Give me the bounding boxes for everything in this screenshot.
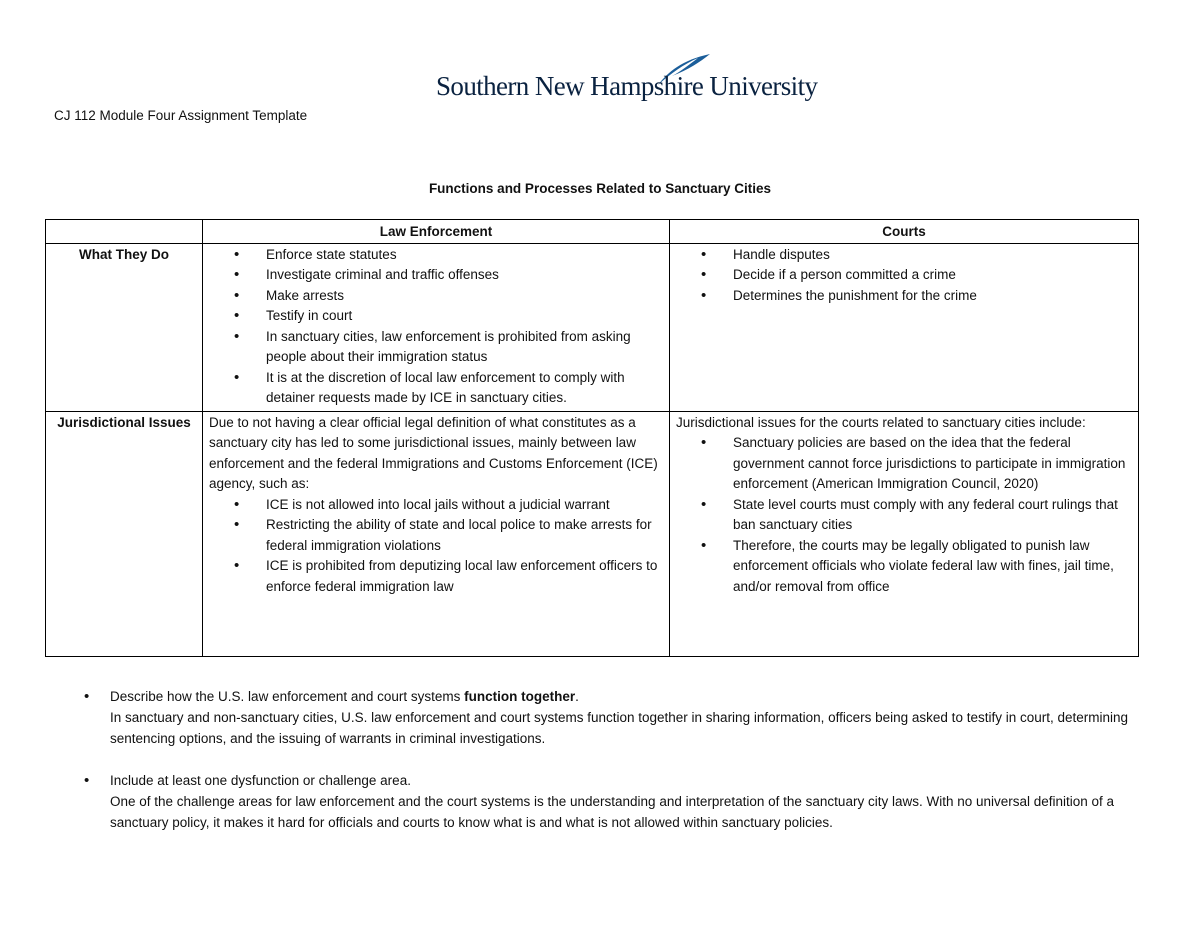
list-item: • Therefore, the courts may be legally obligated to punish law enforcement officials who violate federal law with fines, jail time, and/or removal from office [733,536,1132,598]
cell-intro: Jurisdictional issues for the courts related to sanctuary cities include: [676,414,1086,430]
cell-law-enforcement-jurisdiction [203,411,670,656]
question-answer: In sanctuary and non-sanctuary cities, U.S. law enforcement and court systems function together in sharing information, officers being asked to testify in court, determining sentencing options, and the issuing of warrants in criminal investigations. [110,710,1129,746]
bullet-list [676,433,1132,597]
bullet-list [209,245,663,409]
question-item [84,686,1144,749]
logo-wordmark: Southern New Hampshire University [436,71,818,101]
cell-courts-what [670,243,1139,411]
university-logo [436,52,818,104]
header-courts: Courts [670,220,1139,244]
list-item: • Determines the punishment for the crime [733,286,1132,307]
document-title: Functions and Processes Related to Sanctuary Cities [428,181,772,196]
bullet-list [676,245,1132,307]
list-item: • ICE is not allowed into local jails without a judicial warrant [266,495,663,516]
prompt-text: Describe how the U.S. law enforcement and court systems [110,689,465,704]
list-item: • ICE is prohibited from deputizing local law enforcement officers to enforce federal immigration law [266,556,663,597]
list-item: • Investigate criminal and traffic offenses [266,265,663,286]
question-prompt [110,770,1144,791]
functions-table [45,219,1139,657]
list-item: • Decide if a person committed a crime [733,265,1132,286]
list-item: • Handle disputes [733,245,1132,266]
questions-section [84,686,1144,854]
cell-law-enforcement-what [203,243,670,411]
header-law-enforcement: Law Enforcement [203,220,670,244]
table-row [46,411,1139,656]
question-answer: One of the challenge areas for law enforcement and the court systems is the understanding and interpretation of the sanctuary city laws. With no universal definition of a sanctuary policy, it makes it hard for officials and courts to know what is and what is not allowed within sanctuary policies. [110,794,1115,830]
question-item [84,770,1144,833]
list-item: • It is at the discretion of local law enforcement to comply with detainer requests made by ICE in sanctuary cities. [266,368,663,409]
row-label-what-they-do: What They Do [46,243,203,411]
list-item: • Sanctuary policies are based on the idea that the federal government cannot force jurisdictions to participate in immigration enforcement (American Immigration Council, 2020) [733,433,1132,495]
list-item: • In sanctuary cities, law enforcement is prohibited from asking people about their immigration status [266,327,663,368]
template-title: CJ 112 Module Four Assignment Template [54,108,308,123]
table-row [46,243,1139,411]
bullet-list [209,495,663,598]
prompt-text: Include at least one dysfunction or challenge area. [110,773,411,788]
question-prompt [110,686,1144,707]
row-label-jurisdictional-issues: Jurisdictional Issues [46,411,203,656]
list-item: • Testify in court [266,306,663,327]
cell-courts-jurisdiction [670,411,1139,656]
list-item: • State level courts must comply with any federal court rulings that ban sanctuary cities [733,495,1132,536]
header-empty-cell [46,220,203,244]
prompt-emphasis: function together [464,689,576,704]
list-item: • Restricting the ability of state and local police to make arrests for federal immigration violations [266,515,663,556]
list-item: • Enforce state statutes [266,245,663,266]
list-item: • Make arrests [266,286,663,307]
table-header-row [46,220,1139,244]
cell-intro: Due to not having a clear official legal definition of what constitutes as a sanctuary city has led to some jurisdictional issues, mainly between law enforcement and the federal Immigrations and Customs Enforcement (ICE) agency, such as: [209,414,658,491]
prompt-end: . [575,689,579,704]
